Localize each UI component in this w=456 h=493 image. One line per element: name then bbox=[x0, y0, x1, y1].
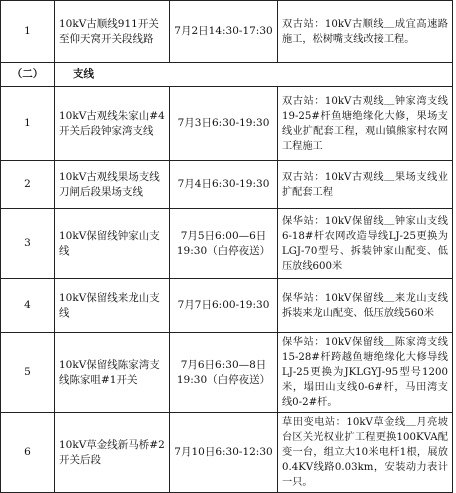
outage-time: 7月7日6:00-19:30 bbox=[170, 279, 278, 333]
table-row bbox=[1, 333, 453, 413]
outage-time: 7月5日6:00—6日19:30（白停夜送） bbox=[170, 209, 278, 279]
outage-time: 7月3日6:30-19:30 bbox=[170, 87, 278, 161]
row-number: 4 bbox=[1, 279, 55, 333]
line-name: 10kV古观线朱家山#4开关后段钟家湾支线 bbox=[55, 87, 170, 161]
work-description: 双古站：10kV古顺线＿成宜高速路施工，松树嘴支线改接工程。 bbox=[278, 1, 453, 63]
work-description: 草田变电站：10kV草金线＿月亮坡台区关光权业扩工程更换100KVA配变一台，组立大10米电杆1根，展放0.4KV线路0.03km，安装动力表计一只。 bbox=[278, 413, 453, 493]
outage-time: 7月10日6:30-12:30 bbox=[170, 413, 278, 493]
row-number: 6 bbox=[1, 413, 55, 493]
section-header-row bbox=[1, 63, 453, 87]
work-description: 双古站：10kV古观线＿果场支线业扩配套工程 bbox=[278, 161, 453, 209]
row-number: 2 bbox=[1, 161, 55, 209]
section-number: （二） bbox=[1, 63, 55, 87]
work-description: 保华站：10kV保留线＿陈家湾支线15-28#杆跨越鱼塘绝缘化大修导线LJ-25更换为JKLGYJ-95型号1200米，塌田山支线0-6#杆，马田湾支线0-2#杆。 bbox=[278, 333, 453, 413]
table-row bbox=[1, 87, 453, 161]
table-row bbox=[1, 209, 453, 279]
line-name: 10kV保留线钟家山支线 bbox=[55, 209, 170, 279]
table-row bbox=[1, 413, 453, 493]
line-name: 10kV保留线来龙山支线 bbox=[55, 279, 170, 333]
line-name: 10kV保留线陈家湾支线陈家咀#1开关 bbox=[55, 333, 170, 413]
outage-time: 7月4日6:30-19:30 bbox=[170, 161, 278, 209]
outage-time: 7月6日6:30—8日19:30（白停夜送） bbox=[170, 333, 278, 413]
work-description: 保华站：10kV保留线＿钟家山支线6-18#杆农网改造导线LJ-25更换为LGJ-70型号、拆装钟家山配变、低压放线600米 bbox=[278, 209, 453, 279]
table-row bbox=[1, 161, 453, 209]
work-description: 双古站：10kV古观线＿钟家湾支线19-25#杆鱼塘绝缘化大修，果场支线业扩配套工程，观山镇熊家村农网工程施工 bbox=[278, 87, 453, 161]
work-description: 保华站：10kV保留线＿来龙山支线拆装来龙山配变、低压放线560米 bbox=[278, 279, 453, 333]
line-name: 10kV古观线果场支线刀闸后段果场支线 bbox=[55, 161, 170, 209]
row-number: 5 bbox=[1, 333, 55, 413]
row-number: 3 bbox=[1, 209, 55, 279]
line-name: 10kV草金线新马桥#2开关后段 bbox=[55, 413, 170, 493]
table-row bbox=[1, 279, 453, 333]
row-number: 1 bbox=[1, 1, 55, 63]
line-name: 10kV古顺线911开关至仰天窝开关段线路 bbox=[55, 1, 170, 63]
table-row bbox=[1, 1, 453, 63]
section-title: 支线 bbox=[55, 63, 453, 87]
outage-time: 7月2日14:30-17:30 bbox=[170, 1, 278, 63]
row-number: 1 bbox=[1, 87, 55, 161]
